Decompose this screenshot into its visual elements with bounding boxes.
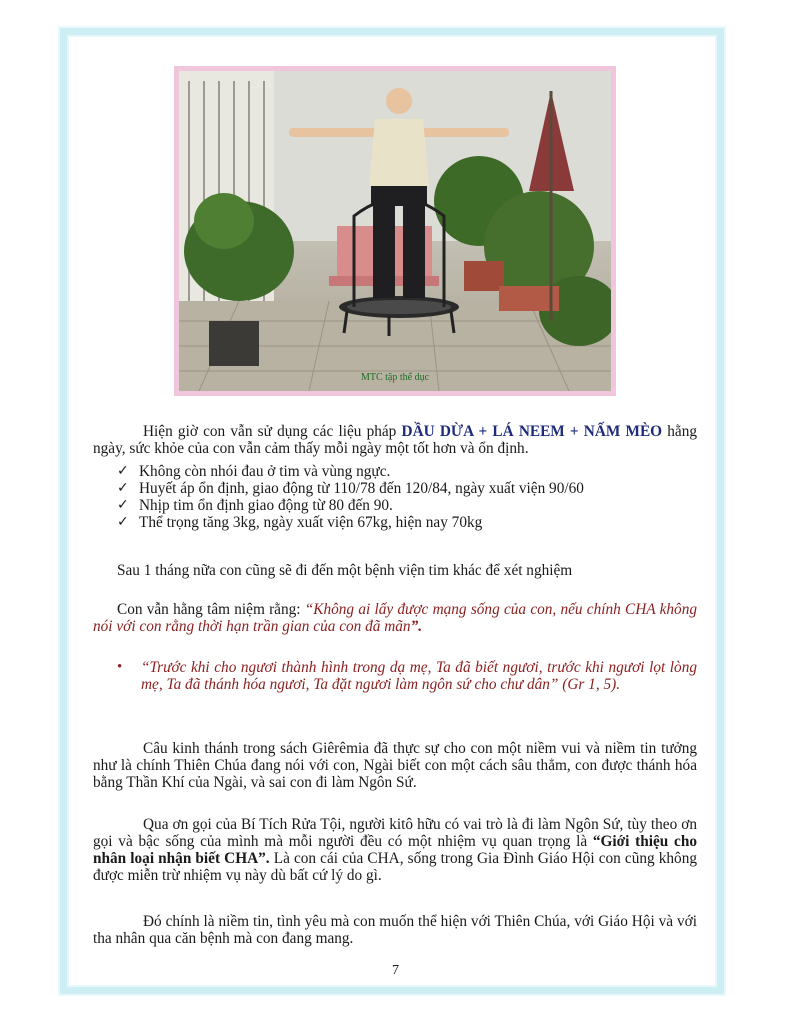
- page-number: 7: [392, 963, 399, 978]
- check-item-text: Nhịp tim ổn định giao động từ 80 đến 90.: [139, 497, 393, 514]
- paragraph-baptism-rest: Là con cái của CHA, sống trong Gia Đình Giáo Hội con cũng không được miễn trừ nhiệm vụ này dù bất cứ lý do gì.: [93, 850, 697, 884]
- health-check-list: [93, 463, 697, 531]
- paragraph-therapy-rest: hằng ngày, sức khỏe của con vẫn cảm thấy mỗi ngày một tốt hơn và ổn định.: [93, 423, 698, 457]
- exercise-photo: [179, 71, 611, 391]
- therapy-highlight: DẦU DỪA + LÁ NEEM + NẤM MÈO: [401, 423, 663, 440]
- check-item-text: Thể trọng tăng 3kg, ngày xuất viện 67kg, hiện nay 70kg: [139, 514, 483, 531]
- belief-quote-end: ”.: [410, 618, 423, 635]
- paragraph-baptism-lead: Qua ơn gọi của Bí Tích Rửa Tội, người kitô hữu có vai trò là đi làm Ngôn Sứ, tùy theo ơn gọi và bậc sống của mình mà mỗi người đều có một nhiệm vụ quan trọng là: [93, 816, 697, 850]
- photo-frame: [174, 66, 616, 396]
- paragraph-followup: Sau 1 tháng nữa con cũng sẽ đi đến một bệnh viện tim khác để xét nghiệm: [117, 562, 573, 579]
- paragraph-therapy: [93, 423, 697, 457]
- photo-caption: MTC tập thể dục: [360, 372, 430, 383]
- paragraph-closing: Đó chính là niềm tin, tình yêu mà con muốn thể hiện với Thiên Chúa, với Giáo Hội và với tha nhân qua căn bệnh mà con đang mang.: [93, 913, 697, 947]
- photo-illustration: [179, 71, 611, 391]
- belief-quote: “Không ai lấy được mạng sống của con, nếu chính CHA không nói với con rằng thời hạn trần gian của con đã mãn: [93, 601, 697, 635]
- bullet-icon: •: [117, 659, 123, 675]
- paragraph-jeremiah: Câu kinh thánh trong sách Giêrêmia đã thực sự cho con một niềm vui và niềm tin tưởng như là chính Thiên Chúa đang nói với con, Ngài biết con một cách sâu thẳm, con được thánh hóa bằng Thần Khí của Ngài, và sai con đi làm Ngôn Sứ.: [93, 740, 697, 791]
- paragraph-belief: [93, 601, 697, 635]
- check-item: [117, 480, 697, 497]
- check-item-text: Huyết áp ổn định, giao động từ 110/78 đến 120/84, ngày xuất viện 90/60: [139, 480, 584, 497]
- paragraph-baptism: [93, 816, 697, 884]
- check-item: [117, 463, 697, 480]
- check-icon: ✓: [117, 463, 129, 479]
- paragraph-therapy-lead: Hiện giờ con vẫn sử dụng các liệu pháp: [143, 423, 402, 440]
- check-item: [117, 497, 697, 514]
- check-icon: ✓: [117, 514, 129, 530]
- check-icon: ✓: [117, 480, 129, 496]
- check-item-text: Không còn nhói đau ở tim và vùng ngực.: [139, 463, 391, 480]
- scripture-quote: “Trước khi cho ngươi thành hình trong dạ mẹ, Ta đã biết ngươi, trước khi ngươi lọt lòng mẹ, Ta đã thánh hóa ngươi, Ta đặt ngươi làm ngôn sứ cho chư dân” (Gr 1, 5).: [141, 659, 697, 693]
- scripture-bullet: [117, 659, 697, 693]
- paragraph-belief-lead: Con vẫn hằng tâm niệm rằng:: [117, 601, 305, 618]
- mission-highlight: “Giới thiệu cho nhân loại nhận biết CHA”.: [93, 833, 698, 867]
- check-icon: ✓: [117, 497, 129, 513]
- check-item: [117, 514, 697, 531]
